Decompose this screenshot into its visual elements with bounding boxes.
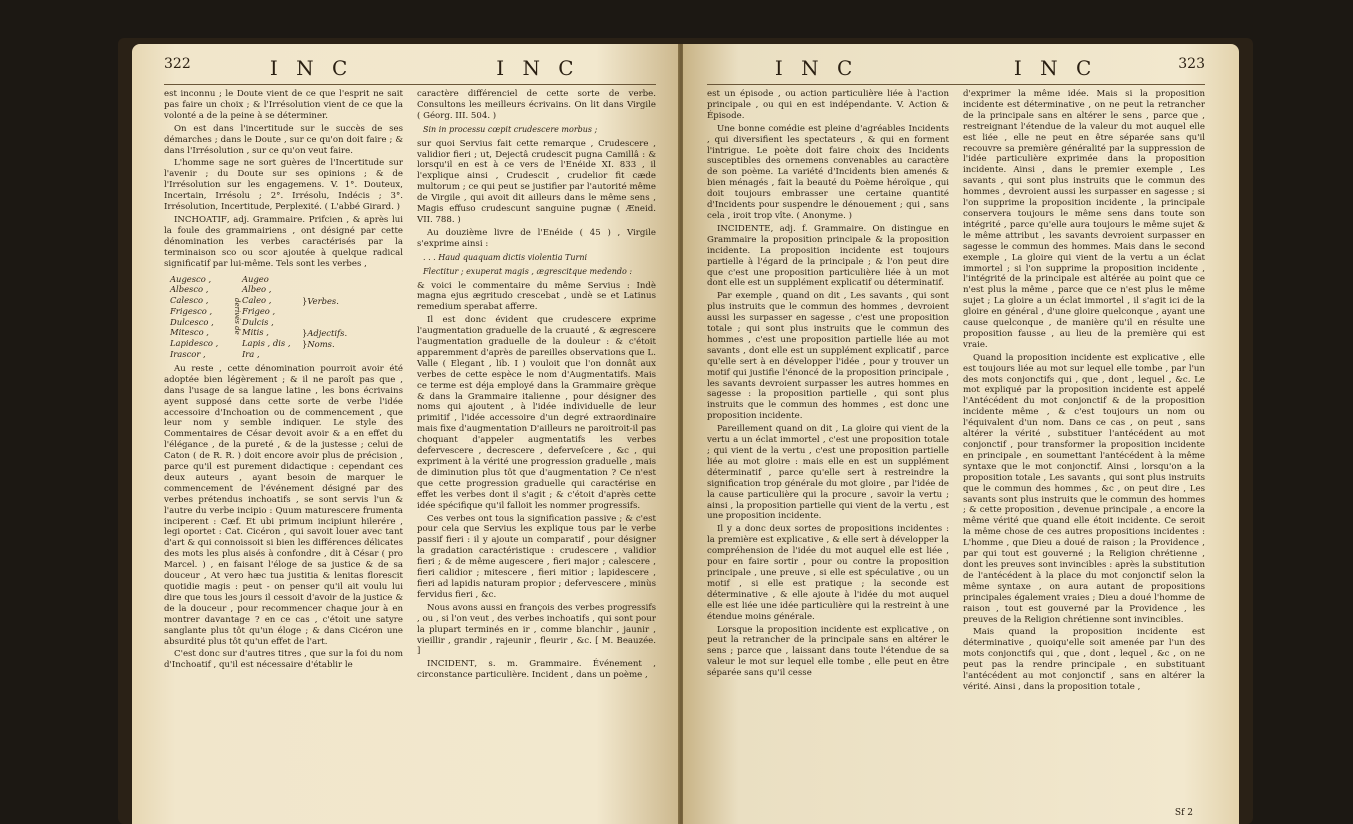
left-running-head: I N C <box>269 56 354 80</box>
left-column-2 <box>417 89 656 683</box>
label-adjectifs: Adjectifs. <box>307 328 348 339</box>
verb-item: Calesco , <box>170 295 209 306</box>
paragraph: est un épisode , ou action particulière liée à l'action principale , ou qui en est indépendante. V. Action & Épisode. <box>707 89 949 121</box>
paragraph: & voici le commentaire du même Servius : Indè magna ejus ægritudo crescebat , undè se et Latinus remedium sperabat afferre. <box>417 280 656 313</box>
right-column-1 <box>707 89 949 695</box>
verb-derivation-table: Augesco , Albesco , Calesco , Frigesco , Dulcesco , Mitesco , Lapidesco , Irascor , derivés de Augeo Albeo , Caleo , Frigeo , Dulcis , Mitis , Lapis , dis , Ira , }Verbes. }Adjectifs. }Noms. <box>170 273 348 360</box>
root-item: Ira , <box>242 349 260 360</box>
entry-headword: INCHOATIF <box>174 214 227 225</box>
quotation: Flectitur ; exuperat magis , ægrescitque medendo : <box>423 266 633 276</box>
label-verbes: Verbes. <box>307 295 339 306</box>
left-page <box>132 44 678 824</box>
left-page-header <box>164 54 656 85</box>
right-running-head: I N C <box>1013 56 1098 80</box>
paragraph: Lorsque la proposition incidente est explicative , on peut la retrancher de la principale sans en altérer le sens ; parce que , laissant dans toute l'étendue de sa valeur le mot sur lequel elle tombe , elle peut en être séparée sans qu'il cesse <box>707 624 949 679</box>
label-noms: Noms. <box>307 339 335 350</box>
signature-mark: Sf 2 <box>1174 808 1193 818</box>
paragraph: C'est donc sur d'autres titres , que sur la foi du nom d'Inchoatif , qu'il est nécessaire d'établir le <box>164 649 403 671</box>
entry-headword: INCIDENTE <box>717 223 771 234</box>
open-book <box>118 38 1253 824</box>
verb-head: Augesco , <box>170 273 212 284</box>
paragraph: caractère différenciel de cette sorte de verbe. Consultons les meilleurs écrivains. On lit dans Virgile ( Géorg. III. 504. ) <box>417 89 656 121</box>
entry-headword: INCIDENT <box>427 659 475 670</box>
paragraph: Au douzième livre de l'Enéide ( 45 ) , Virgile s'exprime ainsi : <box>417 227 656 249</box>
paragraph: Pareillement quand on dit , La gloire qui vient de la vertu a un éclat immortel , c'est une proposition totale ; qui vient de la vertu , c'est une proposition partielle liée au mot gloire : mais elle en est un supplément déterminatif , parce qu'elle sert à restreindre la signification trop générale du mot gloire , par l'idée de la cause particulière qui la procure , savoir la vertu ; ainsi , la proposition partielle qui vient de la vertu , est une proposition incidente. <box>707 424 949 522</box>
derived-from-label: derivés de <box>233 298 241 336</box>
paragraph: Ces verbes ont tous la signification passive ; & c'est pour cela que Servius les explique tous par le verbe passif fieri : il y ajoute un comparatif , pour désigner la gradation caractéristique : crudescere , validior fieri ; & de même augescere , fieri major ; calescere , fieri calidior ; mitescere , fieri mitior ; lapidescere , fieri ad lapidis naturam propior ; defervescere , minùs fervidus fieri , &c. <box>417 513 656 600</box>
paragraph: On est dans l'incertitude sur le succès de ses démarches ; dans le Doute , sur ce qu'on doit faire ; & dans l'Irrésolution , sur ce qu'on veut faire. <box>164 123 403 156</box>
paragraph: , adj. f. Grammaire. On distingue en Grammaire la proposition principale & la proposition incidente. La proposition incidente est toujours partielle à l'égard de la principale ; & l'on peut dire que c'est une proposition particulière liée à un mot dont elle est un supplément explicatif ou déterminatif. <box>707 223 949 289</box>
root-item: Caleo , <box>242 295 272 306</box>
right-column-2 <box>963 89 1205 695</box>
root-item: Dulcis , <box>242 316 274 327</box>
root-item: Lapis , dis , <box>242 338 291 349</box>
paragraph: L'homme sage ne sort guères de l'Incertitude sur l'avenir ; du Doute sur ses opinions ; & de l'Irrésolution sur les engagemens. V. 1°. Douteux, Incertain, Irrésolu ; 2°. Irrésolu, Indécis ; 3°. Irrésolution, Incertitude, Perplexité. ( L'abbé Girard. ) <box>164 158 403 213</box>
paragraph: , adj. Grammaire. Prifcien , & après lui la foule des grammairiens , ont désigné par cette dénomination les verbes caractérisés par la terminaison sco ou scor ajoutée à quelque radical significatif par lui-même. Tels sont les verbes , <box>164 214 403 269</box>
paragraph: Au reste , cette dénomination pourroit avoir été adoptée bien légèrement ; & il ne paroît pas que , dans l'usage de sa langue latine , les bons écrivains ayent supposé dans cette sorte de verbe l'idée accessoire d'Inchoation ou de commencement , que leur nom y semble indiquer. Le style des Commentaires de César devoit avoir & a en effet du l'élégance , de la pureté , & de la justesse ; celui de Caton ( de R. R. ) doit encore avoir plus de précision , parce qu'il est purement didactique : cependant ces deux auteurs , ayant besoin de marquer le commencement de l'événement désigné par des verbes prétendus inchoatifs , se sont servis l'un & l'autre du verbe incipio : Quum maturescere frumenta inciperent : Cæf. Et ubi primum incipiunt hilerére , legi oportet : Cat. Cicéron , qui savoit louer avec tant d'art & qui connoissoit si bien les différences délicates des mots les plus aisés à confondre , dit à César ( pro Marcel. ) , en faisant l'éloge de sa justice & de sa douceur , At vero hæc tua justitia & lenitas florescit quotidie magis : peut - on penser qu'il ait voulu lui dire que tous les jours il cessoit d'avoir de la justice & de la douceur , pour recommencer chaque jour à en montrer davantage ? en ce cas , c'étoit une satyre sanglante plus tôt qu'un éloge ; & dans Cicéron une absurdité plus tôt qu'un effet de l'art. <box>164 363 403 647</box>
paragraph: Une bonne comédie est pleine d'agréables Incidents , qui diversifient les spectateurs , & qui en forment l'intrigue. Le poète doit faire choix des Incidents susceptibles des ornemens convenables au caractère de son poème. La variété d'Incidents bien amenés & bien ménagés , fait la beauté du Poème héroïque , qui doit toujours embrasser une certaine quantité d'Incidents pour suspendre le dénouement ; qui , sans cela , iroit trop vîte. ( Anonyme. ) <box>707 123 949 221</box>
paragraph: sur quoi Servius fait cette remarque , Crudescere , validior fieri ; ut, Dejectâ crudescit pugna Camillâ : & lorsqu'il en est à ce vers de l'Enéide XI. 833 , il l'explique ainsi , Crudescit , crudelior fit cæde multorum ; ce qui peut se justifier par l'autorité même de Virgile , qui avoit dit ailleurs dans le même sens , Magis effuso crudescunt sanguine pugnæ ( Æneid. VII. 788. ) <box>417 138 656 225</box>
paragraph: d'exprimer la même idée. Mais si la proposition incidente est déterminative , on ne peut la retrancher de la principale sans en altérer le sens , parce que , restreignant l'étendue de la valeur du mot auquel elle est liée , elle ne peut en être séparée sans qu'il recouvre sa première généralité par la suppression de l'idée particulière exprimée dans la proposition incidente. Ainsi , dans le premier exemple , Les savants , qui sont plus instruits que le commun des hommes , devroient aussi les surpasser en sagesse ; si l'on supprime la proposition incidente , la principale conservera toujours le même sens dans toute son intégrité , parce qu'elle aura toujours le même sujet & le même attribut , les savants devroient surpasser en sagesse le commun des hommes. Mais dans le second exemple , La gloire qui vient de la vertu a un éclat immortel ; si l'on supprime la proposition incidente , l'intégrité de la principale est altérée au point que ce n'est plus la même , parce que ce n'est plus le même sujet ; La gloire a un éclat immortel , il s'agit ici de la gloire en général , d'une gloire quelconque , ayant une cause quelconque , de manière qu'il en résulte une proposition fausse , au lieu de la première qui est vraie. <box>963 89 1205 350</box>
quotation: . . . Haud quaquam dictis violentia Turni <box>423 252 588 262</box>
root-item: Albeo , <box>242 284 272 295</box>
verb-item: Albesco , <box>170 284 209 295</box>
right-page <box>683 44 1239 824</box>
right-running-head-2: I N C <box>774 56 859 80</box>
paragraph: , s. m. Grammaire. Événement , circonstance particulière. Incident , dans un poème , <box>417 659 656 681</box>
paragraph: est inconnu ; le Doute vient de ce que l'esprit ne sait pas faire un choix ; & l'Irrésolution vient de ce que la volonté a de la peine à se déterminer. <box>164 89 403 121</box>
paragraph: Il y a donc deux sortes de propositions incidentes : la première est explicative , & elle sert à développer la compréhension de l'idée du mot auquel elle est liée , pour en faire sortir , pour ou contre la proposition principale , une preuve , si elle est spéculative , ou un motif , si elle est pratique ; la seconde est déterminative , & elle ajoute à l'idée du mot auquel elle est liée une idée particulière qui la restreint à une étendue moins générale. <box>707 524 949 622</box>
root-item: Mitis , <box>242 327 269 338</box>
right-page-header <box>707 54 1205 85</box>
right-page-number: 323 <box>1178 56 1205 72</box>
verb-item: Frigesco , <box>170 305 213 316</box>
verb-item: Dulcesco , <box>170 316 214 327</box>
quotation: Sin in processu cœpit crudescere morbus ; <box>423 124 598 134</box>
left-column-1 <box>164 89 403 683</box>
root-item: Augeo <box>242 273 269 284</box>
left-running-head-2: I N C <box>496 56 580 80</box>
paragraph: Il est donc évident que crudescere exprime l'augmentation graduelle de la cruauté , & ægrescere l'augmentation graduelle de la douleur : & c'étoit apparemment d'après de pareilles observations que L. Valle ( Elegant , lib. I ) vouloit que l'on donnât aux verbes de cette espèce le nom d'Augmentatifs. Mais ce terme est déja employé dans la Grammaire grèque & dans la Grammaire italienne , pour désigner des noms qui ajoutent , à l'idée individuelle de leur primitif , l'idée accessoire d'un degré extraordinaire mais fixe d'augmentation D'ailleurs ne paroitroit-il pas choquant d'appeler augmentatifs les verbes defervescere , decrescere , deferveſcere , &c , qui expriment à la vérité une progression graduelle , mais de diminution plus tôt que d'augmentation ? Ce n'est que cette progression graduelle qui caractérise en effet les verbes dont il s'agit ; & c'étoit d'après cette idée spécifique qu'il falloit les nommer progressifs. <box>417 315 656 511</box>
verb-item: Irascor , <box>170 349 206 360</box>
paragraph: Nous avons aussi en françois des verbes progressifs , ou , si l'on veut , des verbes inchoatifs , qui sont pour la plupart terminés en ir , comme blanchir , jaunir , vieillir , grandir , rajeunir , fleurir , &c. [ M. Beauzée. ] <box>417 602 656 657</box>
verb-item: Mitesco , <box>170 327 209 338</box>
paragraph: Mais quand la proposition incidente est déterminative , quoiqu'elle soit amenée par l'un des mots conjonctifs qui , que , dont , lequel , &c , on ne peut pas la rendre principale , en substituant l'antécédent au mot conjonctif , sans en altérer la vérité. Ainsi , dans la proposition totale , <box>963 627 1205 692</box>
root-item: Frigeo , <box>242 305 276 316</box>
verb-item: Lapidesco , <box>170 338 219 349</box>
paragraph: Par exemple , quand on dit , Les savants , qui sont plus instruits que le commun des hommes , devroient aussi les surpasser en sagesse , c'est une proposition totale ; qui sont plus instruits que le commun des hommes , c'est une proposition partielle liée au mot savants , dont elle est un supplément explicatif , parce qu'elle sert à en développer l'idée , pour y trouver un motif qui justifie l'énoncé de la proposition principale , les savants devroient surpasser les autres hommes en sagesse : la proposition partielle , qui sont plus instruits que le commun des hommes , est donc une proposition incidente. <box>707 291 949 422</box>
left-page-number: 322 <box>164 56 191 72</box>
paragraph: Quand la proposition incidente est explicative , elle est toujours liée au mot sur lequel elle tombe , par l'un des mots conjonctifs qui , que , dont , lequel , &c. Le mot expliqué par la proposition incidente est appelé l'Antécédent du mot conjonctif & de la proposition incidente même , & c'est toujours un nom ou l'équivalent d'un nom. Dans ce cas , on peut , sans altérer la vérité , substituer l'antécédent au mot conjonctif , pour transformer la proposition incidente en principale , en soumettant l'antécédent à la même syntaxe que le mot conjonctif. Ainsi , lorsqu'on a la proposition totale , Les savants , qui sont plus instruits que le commun des hommes , &c , on peut dire , Les savants sont plus instruits que le commun des hommes ; & cette proposition , devenue principale , a encore la même vérité que quand elle étoit incidente. Ce seroit la même chose de ces autres propositions incidentes : L'homme , que Dieu a doué de raison ; la Providence , par qui tout est gouverné ; la Religion chrétienne , dont les preuves sont invincibles : après la substitution de l'antécédent à la place du mot conjonctif selon la même syntaxe , on aura autant de propositions principales également vraies ; Dieu a doué l'homme de raison , tout est gouverné par la Providence , les preuves de la Religion chrétienne sont invincibles. <box>963 352 1205 625</box>
